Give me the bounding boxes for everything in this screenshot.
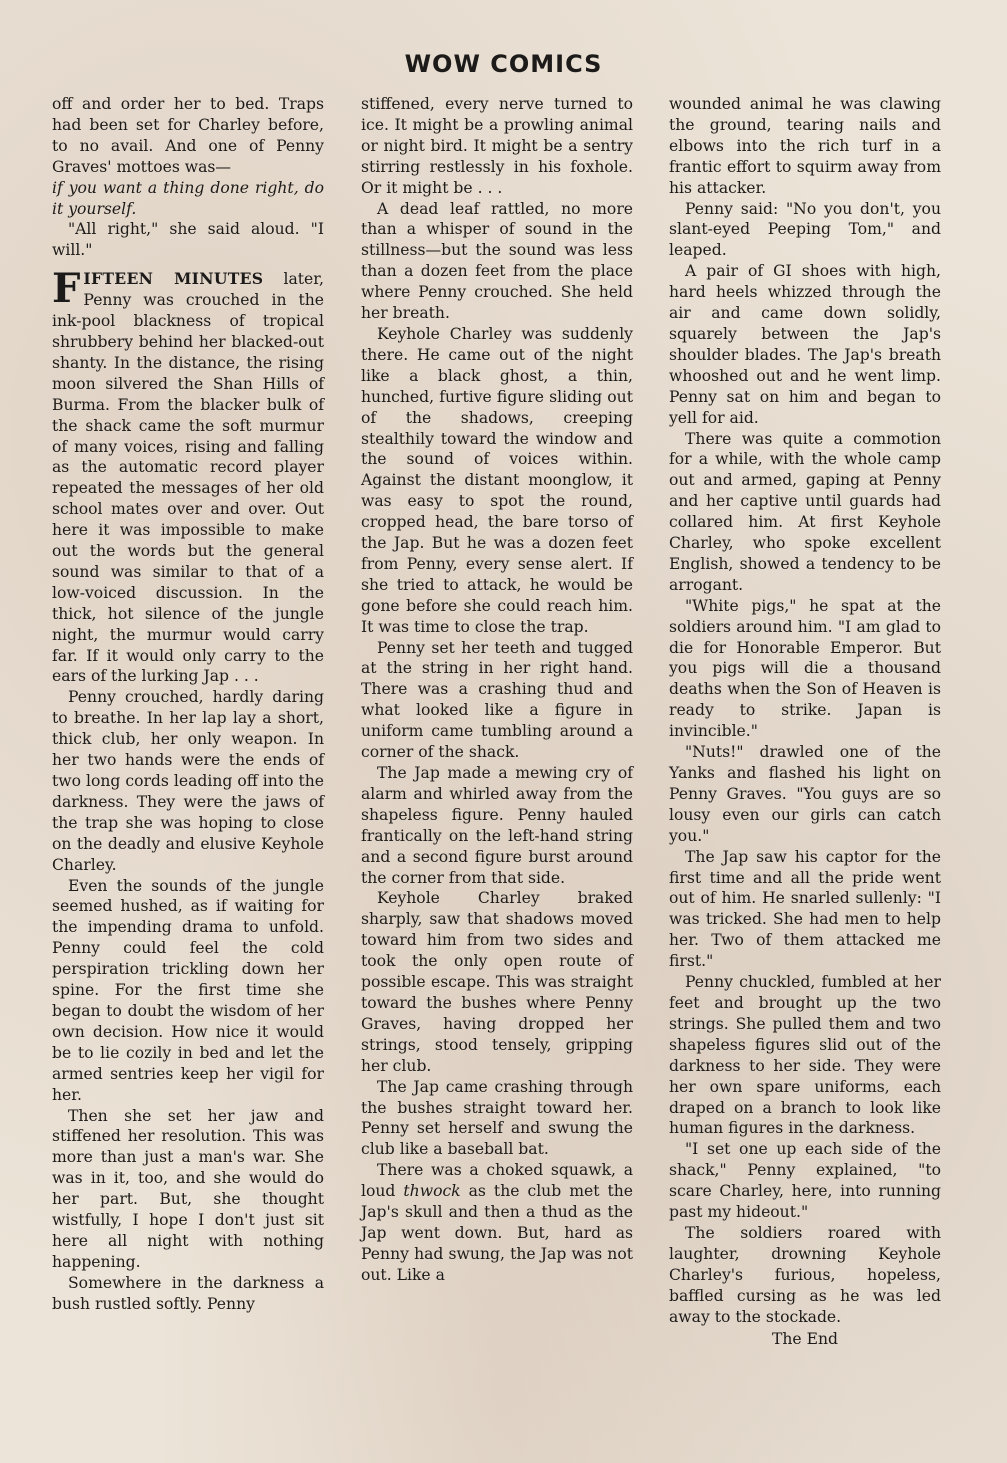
paragraph: There was quite a commotion for a while, with the whole camp out and armed, gaping at Penny and her captive until guards had collared him. At first Keyhole Charley, who spoke excellent English, showed a tendency to be arrogant. (669, 429, 941, 594)
paragraph: "Nuts!" drawled one of the Yanks and flashed his light on Penny Graves. "You guys are so lousy even our girls can catch you." (669, 743, 941, 845)
page-header: WOW COMICS (404, 50, 603, 78)
paragraph: Penny set her teeth and tugged at the string in her right hand. There was a crashing thud and what looked like a figure in uniform came tumbling around a corner of the shack. (361, 638, 633, 762)
paragraph: There was a choked squawk, a loud thwock as the club met the Jap's skull and then a thud as the Jap went down. But, hard as Penny had swung, the Jap was not out. Like a (361, 1161, 634, 1284)
paragraph: The Jap made a mewing cry of alarm and whirled away from the shapeless figure. Penny hauled frantically on the left-hand string and a second figure burst around the corner from that side. (361, 764, 633, 887)
italic-sound: thwock (403, 1182, 461, 1201)
paragraph: Even the sounds of the jungle seemed hushed, as if waiting for the impending drama to unfold. Penny could feel the cold perspiration trickling down her spine. For the first time she began to doubt the wisdom of her own decision. How nice it would be to lie cozily in bed and let the armed sentries keep her vigil for her. (52, 876, 324, 1104)
text-column-2 (361, 94, 633, 1286)
paragraph: Somewhere in the darkness a bush rustled softly. Penny (52, 1273, 324, 1313)
paragraph: Penny chuckled, fumbled at her feet and brought up the two strings. She pulled them and two shapeless figures slid out of the darkness to her side. They were her own spare uniforms, each draped on a branch to look like human figures in the darkness. (669, 973, 941, 1138)
paragraph: Penny crouched, hardly daring to breathe. In her lap lay a short, thick club, her only weapon. In her two hands were the ends of two long cords leading off into the darkness. They were the jaws of the trap she was hoping to close on the deadly and elusive Keyhole Charley. (52, 688, 324, 874)
italic-motto: if you want a thing done right, do it yourself. (52, 178, 324, 218)
paragraph: "White pigs," he spat at the soldiers around him. "I am glad to die for Honorable Emperor. But you pigs will die a thousand deaths when the Son of Heaven is ready to strike. Japan is invincible." (669, 596, 941, 741)
text-column-1 (52, 94, 324, 1315)
story-end-label: The End (771, 1330, 839, 1349)
paragraph: stiffened, every nerve turned to ice. It might be a prowling animal or night bird. It might be a sentry stirring restlessly in his foxhole. Or it might be . . . (361, 95, 633, 197)
lead-in: IFTEEN MINUTES (83, 269, 264, 289)
paragraph: off and order her to bed. Traps had been set for Charley before, to no avail. And one of Penny Graves' mottoes was— if you want a thing done right, do it yourself. (52, 95, 324, 218)
paragraph: wounded animal he was clawing the ground, tearing nails and elbows into the rich turf in a frantic effort to squirm away from his attacker. (669, 95, 941, 197)
text-column-3 (669, 94, 941, 1350)
paragraph: The Jap came crashing through the bushes straight toward her. Penny set herself and swung the club like a baseball bat. (361, 1077, 633, 1159)
paragraph: Keyhole Charley was suddenly there. He came out of the night like a black ghost, a thin, hunched, furtive figure sliding out of the shadows, creeping stealthily toward the window and the sound of voices within. Against the distant moonglow, it was easy to spot the round, cropped head, the bare torso of the Jap. But he was a dozen feet from Penny, every sense alert. If she tried to attack, he would be gone before she could reach him. It was time to close the trap. (361, 324, 633, 636)
paragraph: A pair of GI shoes with high, hard heels whizzed through the air and came down solidly, squarely between the Jap's shoulder blades. The Jap's breath whooshed out and he went limp. Penny sat on him and began to yell for aid. (669, 262, 941, 427)
paragraph: Penny said: "No you don't, you slant-eyed Peeping Tom," and leaped. (669, 199, 941, 260)
paragraph: "All right," she said aloud. "I will." (52, 220, 324, 260)
paragraph: Keyhole Charley braked sharply, saw that shadows moved toward him from two sides and took the only open route of possible escape. This was straight toward the bushes where Penny Graves, having dropped her strings, stood tensely, gripping her club. (361, 889, 633, 1075)
paragraph: The soldiers roared with laughter, drowning Keyhole Charley's furious, hopeless, baffled cursing as he was led away to the stockade. (669, 1223, 941, 1326)
paragraph-section-start: FIFTEEN MINUTES later, Penny was crouched in the ink-pool blackness of tropical shrubbery behind her blacked-out shanty. In the distance, the rising moon silvered the Shan Hills of Burma. From the blacker bulk of the shack came the soft murmur of many voices, rising and falling as the automatic record player repeated the messages of her old school mates over and over. Out here it was impossible to make out the words but the general sound was similar to that of a low-voiced discussion. In the thick, hot silence of the jungle night, the murmur would carry far. If it would only carry to the ears of the lurking Jap . . . (52, 265, 324, 686)
drop-cap: F (52, 265, 81, 313)
paragraph: "I set one up each side of the shack," Penny explained, "to scare Charley, here, into running past my hideout." (669, 1140, 941, 1222)
paragraph: The Jap saw his captor for the first time and all the pride went out of him. He snarled sullenly: "I was tricked. She had men to help her. Two of them attacked me first." (669, 847, 941, 971)
paragraph: Then she set her jaw and stiffened her resolution. This was more than just a man's war. She was in it, too, and she would do her part. But, she thought wistfully, I hope I don't just sit here all night with nothing happening. (52, 1106, 324, 1271)
paragraph: A dead leaf rattled, no more than a whisper of sound in the stillness—but the sound was less than a dozen feet from the place where Penny crouched. She held her breath. (361, 199, 633, 323)
